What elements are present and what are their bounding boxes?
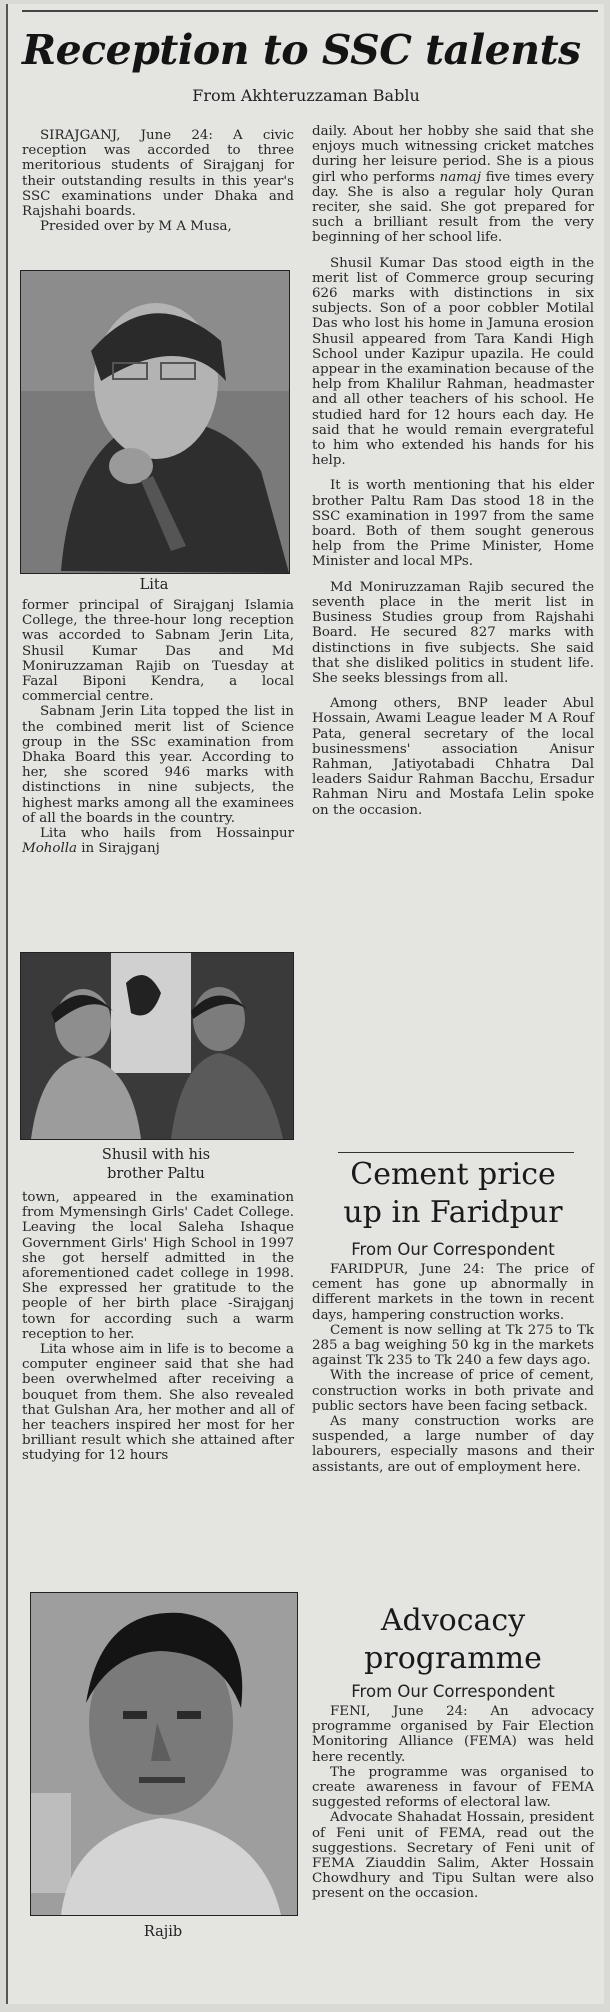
photo-shusil bbox=[20, 952, 294, 1140]
paragraph: FENI, June 24: An advocacy programme organised by Fair Election Monitoring Alliance (FEMA) was held here recently. bbox=[312, 1704, 594, 1765]
paragraph: former principal of Sirajganj Islamia College, the three-hour long reception was accorded to Sabnam Jerin Lita, Shusil Kumar Das and Md Moniruzzaman Rajib on Tuesday at Fazal Biponi Kendra, a local commercial centre. bbox=[22, 598, 294, 705]
column-1-top bbox=[22, 128, 294, 234]
byline: From Akhteruzzaman Bablu bbox=[192, 86, 420, 105]
cement-headline: Cement price up in Faridpur bbox=[343, 1157, 563, 1230]
caption-lita: Lita bbox=[139, 577, 169, 593]
paragraph: Advocate Shahadat Hossain, president of Feni unit of FEMA, read out the suggestions. Secretary of Feni unit of FEMA Ziauddin Salim, Akter Hossain Chowdhury and Tipu Sultan were also present on the occasion. bbox=[312, 1810, 594, 1902]
advocacy-body bbox=[312, 1704, 594, 1902]
section-divider bbox=[338, 1152, 574, 1153]
top-rule bbox=[22, 10, 598, 12]
rajib-portrait-image bbox=[31, 1593, 297, 1915]
advocacy-headline: Advocacy programme bbox=[364, 1603, 542, 1676]
paragraph: FARIDPUR, June 24: The price of cement has gone up abnormally in different markets in the town in recent days, hampering construction works. bbox=[312, 1262, 594, 1323]
paragraph: Md Moniruzzaman Rajib secured the seventh place in the merit list in Business Studies group from Rajshahi Board. He secured 827 marks with distinctions in five subjects. She said that she disliked politics in student life. She seeks blessings from all. bbox=[312, 579, 594, 686]
paragraph: With the increase of price of cement, construction works in both private and public sectors have been facing setback. bbox=[312, 1368, 594, 1414]
photo-rajib bbox=[30, 1592, 298, 1916]
paragraph: It is worth mentioning that his elder brother Paltu Ram Das stood 18 in the SSC examination in 1997 from the same board. Both of them sought generous help from the Prime Minister, Home Minister and local MPs. bbox=[312, 478, 594, 570]
newspaper-page bbox=[6, 4, 604, 2004]
paragraph: Shusil Kumar Das stood eigth in the merit list of Commerce group securing 626 marks with distinctions in six subjects. Son of a poor cobbler Motilal Das who lost his home in Jamuna erosion Shusil appeared from Tara Kandi High School under Kazipur upazila. He could appear in the examination because of the help from Khalilur Rahman, headmaster and all other teachers of his school. He studied hard for 12 hours each day. He said that he would remain evergrateful to him who extended his hands for his help. bbox=[312, 255, 594, 469]
column-1-middle bbox=[22, 598, 294, 856]
paragraph: As many construction works are suspended, a large number of day labourers, especially masons and their assistants, are out of employment here. bbox=[312, 1414, 594, 1475]
paragraph: SIRAJGANJ, June 24: A civic reception was accorded to three meritorious students of Sirajganj for their outstanding results in this year's SSC examinations under Dhaka and Rajshahi boards. bbox=[22, 128, 294, 220]
paragraph: Presided over by M A Musa, bbox=[40, 219, 232, 235]
column-2-top bbox=[312, 124, 594, 818]
paragraph: Lita who hails from Hossainpur Moholla in Sirajganj bbox=[22, 826, 294, 857]
headline: Reception to SSC talents bbox=[22, 26, 581, 74]
lita-portrait-image bbox=[21, 271, 289, 573]
paragraph: The programme was organised to create awareness in favour of FEMA suggested reforms of electoral law. bbox=[312, 1764, 594, 1811]
shusil-brothers-image bbox=[21, 953, 293, 1139]
caption-shusil: Shusil with his brother Paltu bbox=[101, 1147, 211, 1182]
cement-byline: From Our Correspondent bbox=[351, 1240, 555, 1259]
paragraph: town, appeared in the examination from Mymensingh Girls' Cadet College. Leaving the local Saleha Ishaque Government Girls' High School in 1997 she got herself admitted in the aforementioned cadet college in 1998. She expressed her gratitude to the people of her birth place -Sirajganj town for according such a warm reception to her. bbox=[22, 1190, 294, 1342]
advocacy-byline: From Our Correspondent bbox=[351, 1682, 555, 1701]
paragraph: Lita whose aim in life is to become a computer engineer said that she had been overwhelmed after receiving a bouquet from them. She also revealed that Gulshan Ara, her mother and all of her teachers inspired her most for her brilliant result which she attained after studying for 12 hours bbox=[22, 1342, 294, 1464]
column-1-bottom bbox=[22, 1190, 294, 1464]
paragraph: Among others, BNP leader Abul Hossain, Awami League leader M A Rouf Pata, general secretary of the local businessmens' association Anisur Rahman, Jatiyotabadi Chhatra Dal leaders Saidur Rahman Bacchu, Ersadur Rahman Niru and Mostafa Lelin spoke on the occasion. bbox=[312, 696, 594, 818]
paragraph: daily. About her hobby she said that she enjoys much witnessing cricket matches during her leisure period. She is a pious girl who performs namaj five times every day. She is also a regular holy Quran reciter, she said. She got prepared for such a brilliant result from the very beginning of her school life. bbox=[312, 124, 594, 246]
paragraph: Cement is now selling at Tk 275 to Tk 285 a bag weighing 50 kg in the markets against Tk 235 to Tk 240 a few days ago. bbox=[312, 1322, 594, 1369]
caption-rajib: Rajib bbox=[143, 1924, 183, 1940]
cement-body bbox=[312, 1262, 594, 1475]
photo-lita bbox=[20, 270, 290, 574]
paragraph: Sabnam Jerin Lita topped the list in the combined merit list of Science group in the SSc examination from Dhaka Board this year. According to her, she scored 946 marks with distinctions in nine subjects, the highest marks among all the examinees of all the boards in the country. bbox=[22, 704, 294, 826]
